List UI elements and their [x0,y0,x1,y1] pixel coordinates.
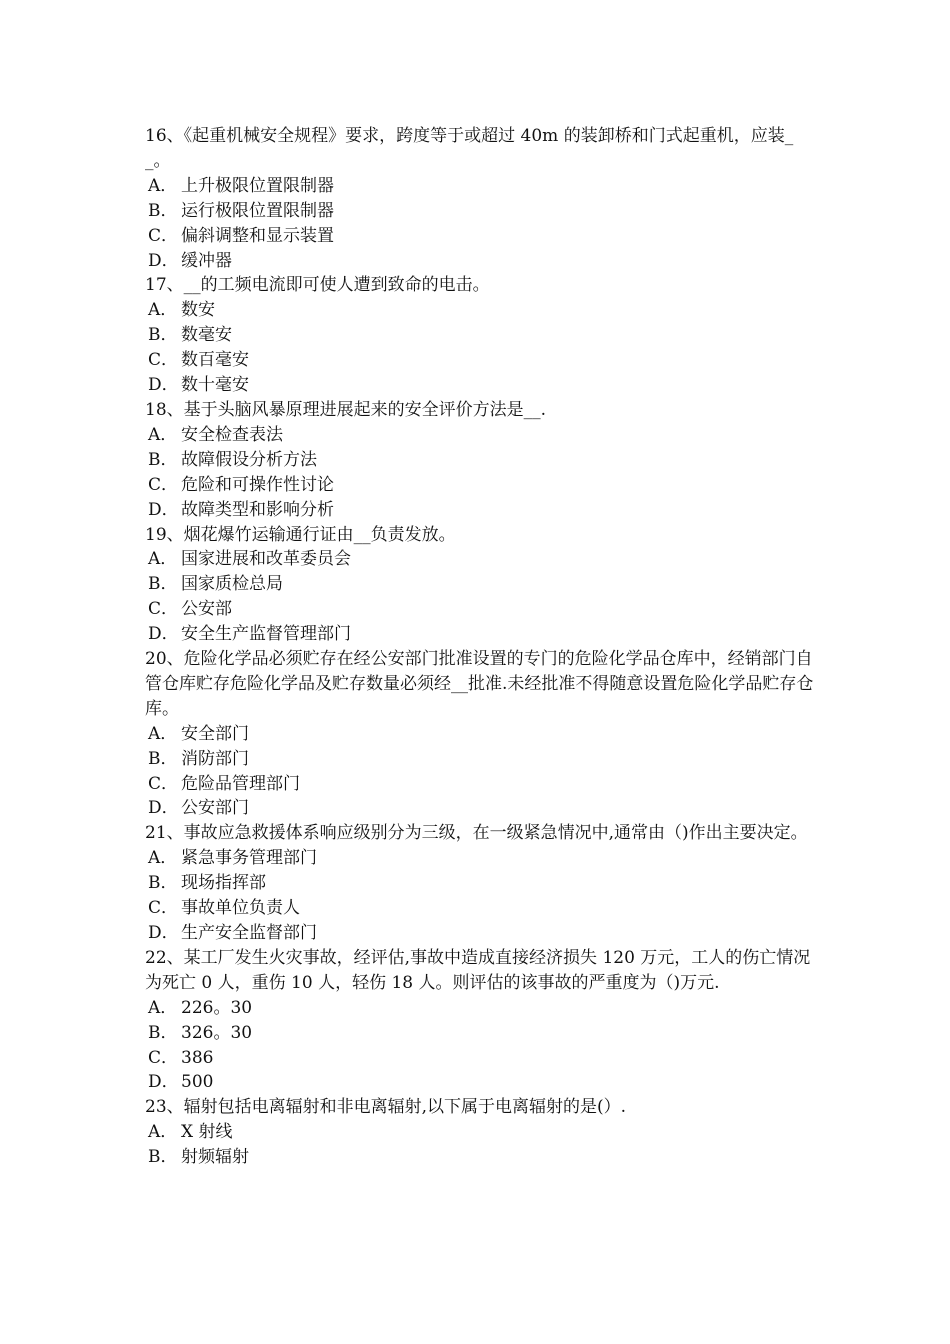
option-text: 偏斜调整和显示装置 [181,225,334,246]
option-text: X 射线 [181,1122,233,1143]
question-19-option-d [145,622,815,647]
option-text: 上升极限位置限制器 [181,175,334,196]
option-letter: B． [148,748,178,769]
question-20: 20、危险化学品必须贮存在经公安部门批准设置的专门的危险化学品仓库中，经销部门自管仓库贮存危险化学品及贮存数量必须经__批准.未经批准不得随意设置危险化学品贮存仓库。 [145,649,814,719]
question-17-option-d [145,373,815,398]
question-16-option-c [145,224,815,249]
option-letter: A． [148,723,178,744]
question-17-option-b [145,323,815,348]
option-letter: A． [148,300,178,321]
option-letter: A． [148,997,178,1018]
option-letter: B． [148,873,178,894]
option-text: 事故单位负责人 [181,898,300,919]
option-letter: C． [148,1047,179,1068]
option-letter: B． [148,325,178,346]
question-23-option-b [145,1145,815,1170]
option-text: 现场指挥部 [181,873,266,894]
question-22-option-c [145,1046,815,1071]
option-letter: D． [148,624,179,645]
option-text: 326。30 [181,1022,253,1043]
option-text: 安全部门 [181,723,249,744]
option-text: 数安 [181,300,215,321]
question-22-option-d [145,1070,815,1095]
option-letter: C． [148,225,179,246]
option-letter: D． [148,923,179,943]
option-letter: D． [148,375,179,396]
option-text: 国家质检总局 [181,574,283,595]
option-letter: A． [148,848,178,869]
question-16-option-a [145,174,815,199]
question-21: 21、事故应急救援体系响应级别分为三级，在一级紧急情况中,通常由（)作出主要决定。 [145,823,808,844]
option-letter: C． [148,474,179,495]
option-text: 缓冲器 [181,250,232,271]
option-letter: D． [148,250,179,271]
question-list [145,124,815,1170]
option-text: 500 [181,1072,214,1093]
option-text: 紧急事务管理部门 [181,848,317,869]
option-text: 公安部门 [181,798,249,819]
option-text: 危险品管理部门 [181,773,300,794]
option-letter: B． [148,574,178,595]
option-letter: C． [148,773,179,794]
option-text: 消防部门 [181,748,249,769]
option-letter: A． [148,175,178,196]
option-letter: A． [148,424,178,445]
option-text: 数毫安 [181,325,232,346]
option-text: 安全生产监督管理部门 [181,624,351,645]
question-18-option-d [145,498,815,523]
option-letter: B． [148,449,178,470]
question-22: 22、某工厂发生火灾事故，经评估,事故中造成直接经济损失 120 万元，工人的伤亡情况为死亡 0 人，重伤 10 人，轻伤 18 人。则评估的该事故的严重度为（)万元. [145,947,811,993]
option-text: 射频辐射 [181,1147,249,1168]
question-23: 23、辐射包括电离辐射和非电离辐射,以下属于电离辐射的是(）. [145,1097,627,1118]
question-18-option-c [145,473,815,498]
question-19-option-a [145,547,815,572]
option-text: 危险和可操作性讨论 [181,474,334,495]
question-23-option-a [145,1120,815,1145]
question-20-option-c [145,772,815,797]
question-20-option-a [145,722,815,747]
option-letter: B． [148,1147,178,1168]
question-21-option-d [145,921,815,946]
question-18-option-b [145,448,815,473]
option-text: 生产安全监督部门 [181,923,317,943]
option-letter: A． [148,549,178,570]
question-18: 18、基于头脑风暴原理进展起来的安全评价方法是__. [145,399,547,420]
question-20-option-d [145,796,815,821]
question-19-option-c [145,597,815,622]
question-19: 19、烟花爆竹运输通行证由__负责发放。 [145,524,456,545]
option-letter: C． [148,599,179,620]
question-21-option-c [145,896,815,921]
question-21-option-b [145,871,815,896]
option-text: 数百毫安 [181,350,249,371]
option-letter: B． [148,200,178,221]
question-16-option-b [145,199,815,224]
option-text: 386 [181,1047,214,1068]
question-20-option-b [145,747,815,772]
option-text: 226。30 [181,997,253,1018]
option-text: 数十毫安 [181,375,249,396]
option-text: 公安部 [181,599,232,620]
option-text: 安全检查表法 [181,424,283,445]
option-letter: C． [148,350,179,371]
option-letter: D． [148,798,179,819]
option-letter: D． [148,499,179,520]
question-17-option-c [145,348,815,373]
option-text: 国家进展和改革委员会 [181,549,351,570]
option-letter: A． [148,1122,178,1143]
question-19-option-b [145,572,815,597]
option-text: 故障假设分析方法 [181,449,317,470]
question-17-option-a [145,298,815,323]
question-22-option-a [145,996,815,1021]
question-22-option-b [145,1021,815,1046]
question-21-option-a [145,846,815,871]
question-16: 16、《起重机械安全规程》要求，跨度等于或超过 40m 的装卸桥和门式起重机，应装__。 [145,126,794,171]
option-letter: D． [148,1072,179,1093]
question-18-option-a [145,423,815,448]
option-text: 运行极限位置限制器 [181,200,334,221]
question-16-option-d [145,249,815,274]
option-letter: C． [148,898,179,919]
question-17: 17、__的工频电流即可使人遭到致命的电击。 [145,275,490,296]
option-text: 故障类型和影响分析 [181,499,334,520]
option-letter: B． [148,1022,178,1043]
